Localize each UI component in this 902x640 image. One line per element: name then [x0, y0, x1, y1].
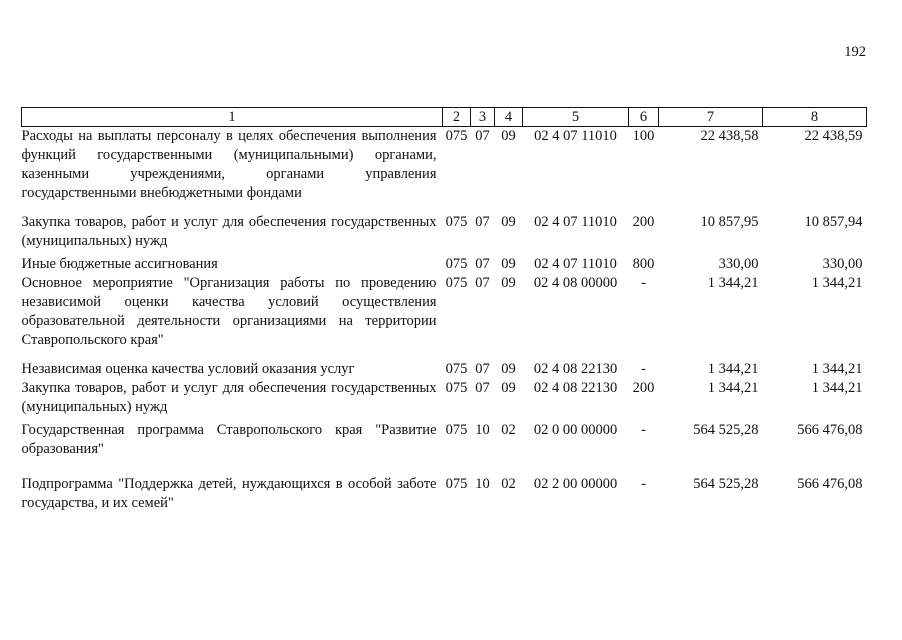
row-name: Закупка товаров, работ и услуг для обеспечения государственных (муниципальных) нужд — [21, 214, 437, 249]
column-header: 8 — [763, 108, 867, 127]
csr-code: 02 4 07 11010 — [534, 214, 617, 230]
vr-code: - — [641, 275, 646, 291]
pr-code: 09 — [501, 128, 516, 144]
amount-2: 1 344,21 — [811, 361, 863, 377]
vr-code: - — [641, 422, 646, 438]
ved-code: 075 — [445, 476, 468, 492]
amount-1: 1 344,21 — [707, 380, 759, 396]
page-number: 192 — [844, 44, 866, 60]
csr-code: 02 2 00 00000 — [533, 476, 618, 492]
amount-1: 564 525,28 — [693, 476, 759, 492]
row-name: Подпрограмма "Поддержка детей, нуждающихся в особой заботе государства, и их семей" — [21, 476, 437, 511]
budget-table — [21, 107, 867, 513]
csr-code: 02 4 07 11010 — [534, 128, 617, 144]
ved-code: 075 — [445, 256, 468, 272]
vr-code: 800 — [632, 256, 655, 272]
csr-code: 02 4 08 22130 — [533, 361, 618, 377]
vr-code: - — [641, 361, 646, 377]
amount-2: 566 476,08 — [797, 422, 863, 438]
row-name: Независимая оценка качества условий оказания услуг — [21, 361, 355, 377]
amount-2: 10 857,94 — [804, 214, 863, 230]
pr-code: 09 — [501, 275, 516, 291]
ved-code: 075 — [445, 380, 468, 396]
vr-code: 100 — [632, 128, 655, 144]
pr-code: 09 — [501, 361, 516, 377]
rz-code: 10 — [475, 476, 490, 492]
pr-code: 02 — [501, 476, 516, 492]
row-name: Расходы на выплаты персоналу в целях обеспечения выполнения функций государственными (муниципальными) органами, казенными учреждениями, органами управления государственными внебюджетными фондами — [21, 128, 437, 201]
table-row — [22, 213, 867, 255]
pr-code: 09 — [501, 256, 516, 272]
rz-code: 07 — [475, 361, 490, 377]
table-row — [22, 360, 867, 379]
vr-code: - — [641, 476, 646, 492]
amount-2: 22 438,59 — [804, 128, 863, 144]
table-row — [22, 127, 867, 214]
column-header: 4 — [495, 108, 523, 127]
amount-2: 330,00 — [822, 256, 863, 272]
rz-code: 07 — [475, 380, 490, 396]
table-row — [22, 379, 867, 421]
row-name: Закупка товаров, работ и услуг для обеспечения государственных (муниципальных) нужд — [21, 380, 437, 415]
amount-1: 10 857,95 — [700, 214, 759, 230]
column-header: 5 — [523, 108, 629, 127]
table-row — [22, 421, 867, 475]
amount-2: 1 344,21 — [811, 275, 863, 291]
pr-code: 09 — [501, 214, 516, 230]
amount-1: 564 525,28 — [693, 422, 759, 438]
header-row — [22, 108, 867, 127]
ved-code: 075 — [445, 422, 468, 438]
rz-code: 07 — [475, 128, 490, 144]
rz-code: 10 — [475, 422, 490, 438]
rz-code: 07 — [475, 275, 490, 291]
pr-code: 02 — [501, 422, 516, 438]
column-header: 3 — [471, 108, 495, 127]
pr-code: 09 — [501, 380, 516, 396]
rz-code: 07 — [475, 256, 490, 272]
ved-code: 075 — [445, 128, 468, 144]
column-header: 7 — [659, 108, 763, 127]
csr-code: 02 4 08 22130 — [533, 380, 618, 396]
amount-1: 1 344,21 — [707, 361, 759, 377]
csr-code: 02 4 08 00000 — [533, 275, 618, 291]
table-row — [22, 255, 867, 274]
csr-code: 02 0 00 00000 — [533, 422, 618, 438]
amount-1: 22 438,58 — [700, 128, 759, 144]
vr-code: 200 — [632, 380, 655, 396]
vr-code: 200 — [632, 214, 655, 230]
row-name: Основное мероприятие "Организация работы по проведению независимой оценки качества условий осуществления образовательной деятельности организациями на территории Ставропольского края" — [21, 275, 437, 348]
column-header: 1 — [22, 108, 443, 127]
amount-1: 330,00 — [718, 256, 759, 272]
amount-2: 566 476,08 — [797, 476, 863, 492]
table-row — [22, 475, 867, 513]
row-name: Иные бюджетные ассигнования — [21, 256, 218, 272]
rz-code: 07 — [475, 214, 490, 230]
table-row — [22, 274, 867, 360]
amount-1: 1 344,21 — [707, 275, 759, 291]
ved-code: 075 — [445, 361, 468, 377]
row-name: Государственная программа Ставропольского края "Развитие образования" — [21, 422, 437, 457]
csr-code: 02 4 07 11010 — [534, 256, 617, 272]
column-header: 2 — [443, 108, 471, 127]
ved-code: 075 — [445, 275, 468, 291]
ved-code: 075 — [445, 214, 468, 230]
column-header: 6 — [629, 108, 659, 127]
amount-2: 1 344,21 — [811, 380, 863, 396]
